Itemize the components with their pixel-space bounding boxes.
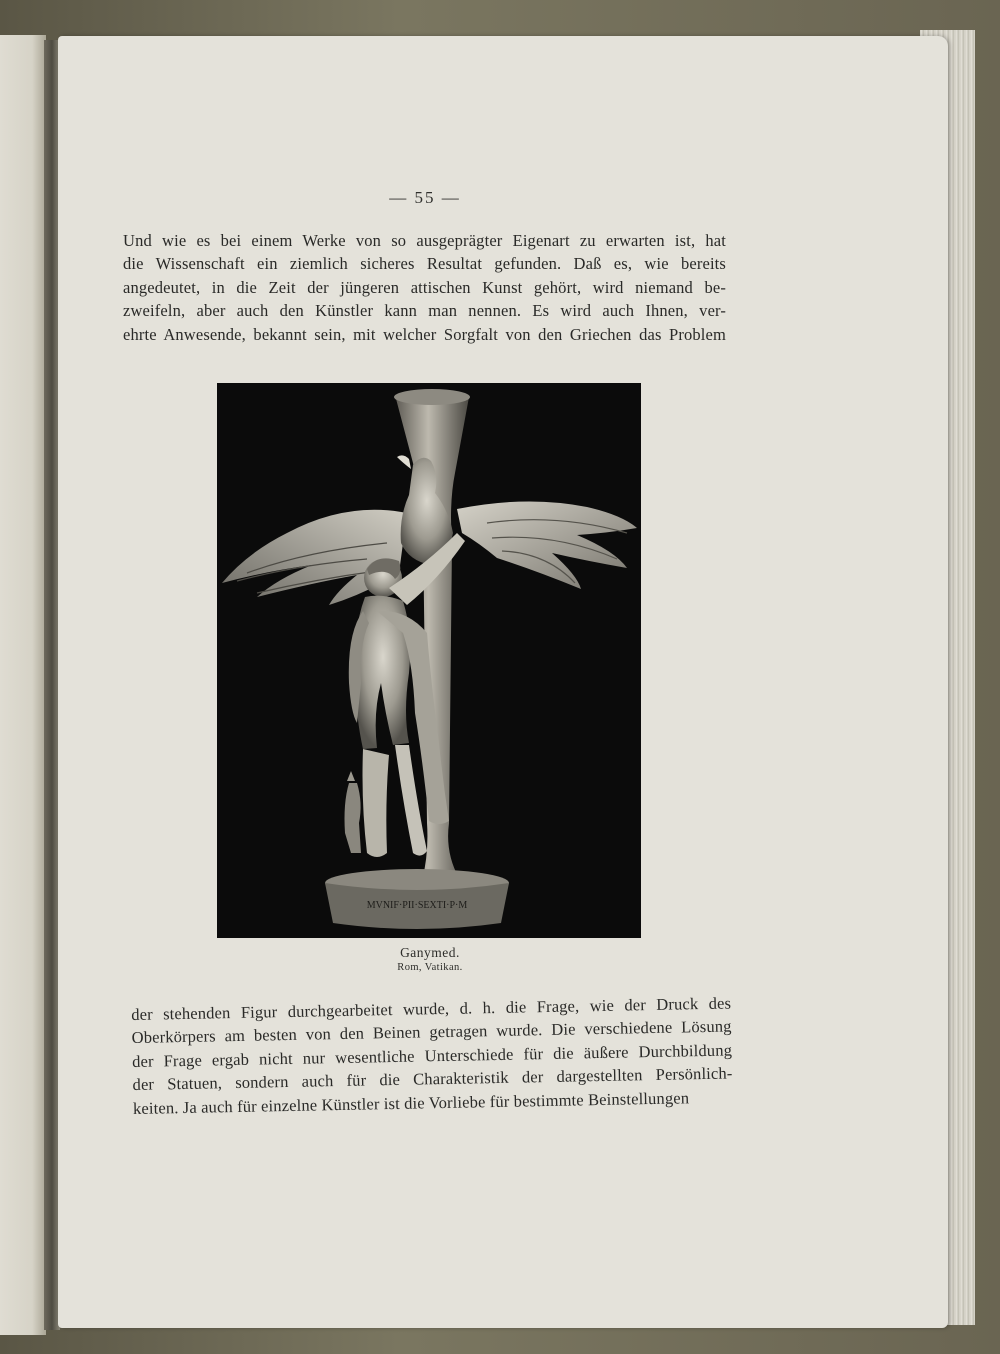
statue-illustration: [217, 383, 641, 938]
text-line: der Statuen, sondern auch für die Charakteristik der dargestellten Persönlich-: [132, 1063, 733, 1095]
text-line: zweifeln, aber auch den Künstler kann man nennen. Es wird auch Ihnen, ver-: [123, 301, 726, 321]
caption-title: Ganymed.: [400, 945, 460, 960]
paragraph-top: [123, 229, 726, 346]
text-line: der Frage ergab nicht nur wesentliche Unterschiede für die äußere Durchbildung: [131, 1040, 733, 1071]
paragraph-bottom: [131, 991, 733, 1120]
text-line: Und wie es bei einem Werke von so ausgeprägter Eigenart zu erwarten ist, hat: [123, 231, 726, 250]
caption-location: Rom, Vatikan.: [397, 962, 463, 973]
text-line: ehrte Anwesende, bekannt sein, mit welcher Sorgfalt von den Griechen das Problem: [123, 324, 726, 344]
text-line: die Wissenschaft ein ziemlich sicheres Resultat gefunden. Daß es, wie bereits: [123, 254, 726, 274]
ganymede-statue-photo: [217, 383, 641, 938]
text-line: der stehenden Figur durchgearbeitet wurde, d. h. die Frage, wie der Druck des: [131, 993, 732, 1024]
text-line: Oberkörpers am besten von den Beinen getragen wurde. Die verschiedene Lösung: [131, 1016, 732, 1048]
text-line: keiten. Ja auch für einzelne Künstler ist die Vorliebe für bestimmte Beinstellungen: [132, 1087, 690, 1118]
left-page-edge: [0, 35, 46, 1335]
statue-inscription: MVNIF·PII·SEXTI·P·M: [366, 900, 468, 911]
page-number: — 55 —: [389, 188, 461, 207]
figure-caption: [340, 945, 520, 975]
text-line: angedeutet, in die Zeit der jüngeren attischen Kunst gehört, wird niemand be-: [123, 277, 726, 297]
